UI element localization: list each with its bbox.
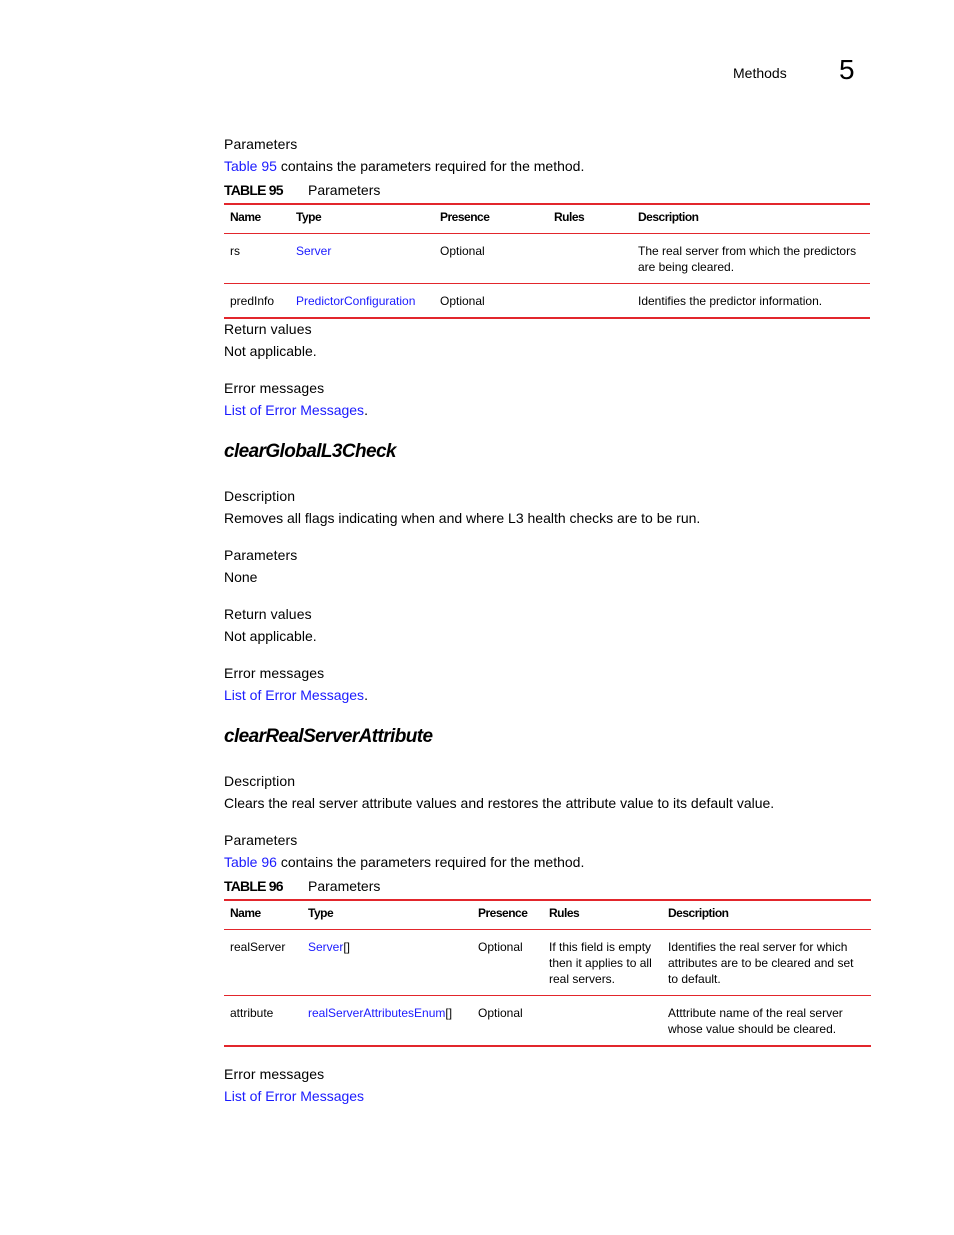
type-suffix: [] <box>343 940 351 954</box>
cell-presence: Optional <box>440 244 485 258</box>
description-heading: Description <box>224 773 296 789</box>
cell-presence: Optional <box>478 940 523 954</box>
type-link[interactable]: Server <box>296 244 332 258</box>
cell-rules <box>548 284 632 319</box>
cell-presence: Optional <box>478 1006 523 1020</box>
table-row <box>224 996 871 1047</box>
error-messages-heading: Error messages <box>224 380 325 396</box>
description-text: Clears the real server attribute values and restores the attribute value to its default value. <box>224 795 775 811</box>
method-title-clearGlobalL3Check: clearGlobalL3Check <box>224 441 396 462</box>
cell-presence: Optional <box>440 294 485 308</box>
type-suffix: [] <box>445 1006 453 1020</box>
params-intro <box>224 157 584 175</box>
cell-rules: If this field is empty then it applies to all real servers. <box>549 940 652 986</box>
type-link[interactable]: realServerAttributesEnum <box>308 1006 446 1020</box>
table-header-row <box>224 204 870 234</box>
error-messages-link[interactable]: List of Error Messages <box>224 687 365 703</box>
table-95-caption <box>224 182 380 198</box>
error-messages-line <box>224 401 368 419</box>
cell-description: Atttribute name of the real server whose value should be cleared. <box>668 1006 843 1036</box>
column-header: Description <box>638 210 699 224</box>
table-header-row <box>224 900 871 930</box>
error-messages-heading: Error messages <box>224 665 325 681</box>
running-header-section: Methods <box>733 65 787 81</box>
cell-description: The real server from which the predictors are being cleared. <box>638 244 857 274</box>
error-messages-link[interactable]: List of Error Messages <box>224 1088 365 1104</box>
error-suffix: . <box>364 402 368 418</box>
cell-type <box>290 284 434 319</box>
cell-name: predInfo <box>230 294 275 308</box>
params-heading: Parameters <box>224 547 298 563</box>
column-header: Presence <box>478 906 528 920</box>
parameters-table-95 <box>224 203 870 319</box>
table-row <box>224 284 870 319</box>
params-intro-text: contains the parameters required for the method. <box>276 158 585 174</box>
cell-type <box>302 996 472 1047</box>
description-heading: Description <box>224 488 296 504</box>
cell-description: Identifies the predictor information. <box>638 294 823 308</box>
error-messages-line <box>224 686 368 704</box>
params-heading: Parameters <box>224 136 298 152</box>
error-messages-line <box>224 1087 364 1105</box>
cell-type <box>290 234 434 284</box>
column-header: Type <box>296 210 322 224</box>
return-values-text: Not applicable. <box>224 628 317 644</box>
return-values-heading: Return values <box>224 321 312 337</box>
params-intro-text: contains the parameters required for the method. <box>276 854 585 870</box>
column-header: Type <box>308 906 334 920</box>
table-96-link[interactable]: Table 96 <box>224 854 277 870</box>
column-header: Description <box>668 906 729 920</box>
cell-name: realServer <box>230 940 286 954</box>
table-95-link[interactable]: Table 95 <box>224 158 277 174</box>
type-link[interactable]: PredictorConfiguration <box>296 294 416 308</box>
table-row <box>224 234 870 284</box>
chapter-number: 5 <box>839 54 855 85</box>
table-row <box>224 930 871 996</box>
cell-name: rs <box>230 244 240 258</box>
return-values-heading: Return values <box>224 606 312 622</box>
return-values-text: Not applicable. <box>224 343 317 359</box>
error-messages-link[interactable]: List of Error Messages <box>224 402 365 418</box>
column-header: Name <box>230 210 261 224</box>
description-text: Removes all flags indicating when and where L3 health checks are to be run. <box>224 510 701 526</box>
table-label: TABLE 95 <box>224 182 283 198</box>
cell-type <box>302 930 472 996</box>
column-header: Name <box>230 906 261 920</box>
parameters-table-96 <box>224 899 871 1047</box>
error-messages-heading: Error messages <box>224 1066 325 1082</box>
error-suffix: . <box>364 687 368 703</box>
table-96-caption <box>224 878 380 894</box>
params-heading: Parameters <box>224 832 298 848</box>
cell-rules <box>548 234 632 284</box>
cell-rules <box>543 996 662 1047</box>
table-label: TABLE 96 <box>224 878 283 894</box>
column-header: Rules <box>549 906 580 920</box>
params-text: None <box>224 569 258 585</box>
cell-name: attribute <box>230 1006 274 1020</box>
method-title-clearRealServerAttribute: clearRealServerAttribute <box>224 726 433 747</box>
table-title: Parameters <box>308 878 381 894</box>
column-header: Rules <box>554 210 585 224</box>
column-header: Presence <box>440 210 490 224</box>
table-title: Parameters <box>308 182 381 198</box>
type-link[interactable]: Server <box>308 940 344 954</box>
params-intro <box>224 853 584 871</box>
cell-description: Identifies the real server for which attributes are to be cleared and set to default. <box>668 940 854 986</box>
